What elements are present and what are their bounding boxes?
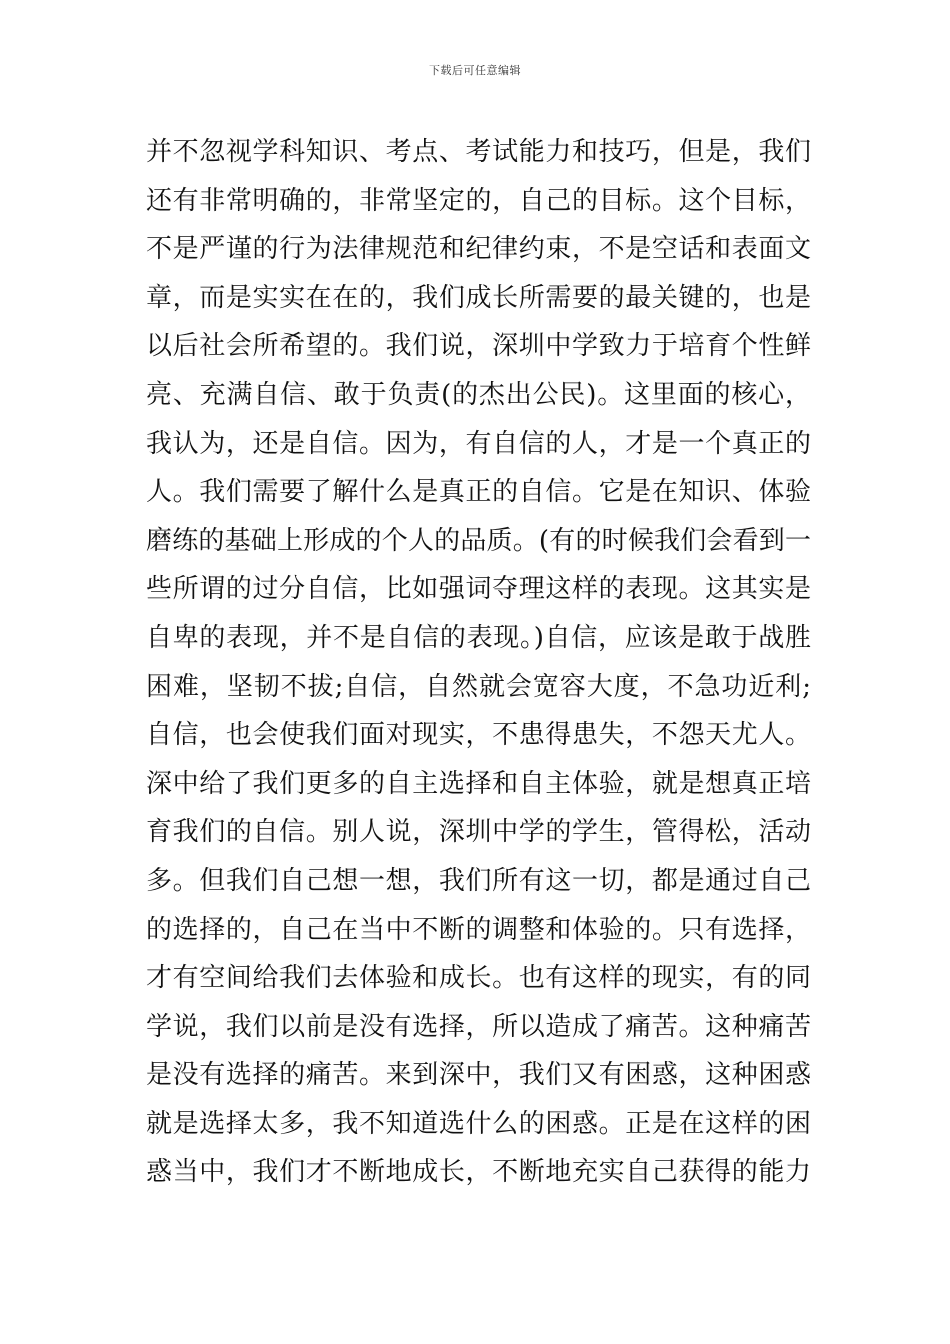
text-line: 是没有选择的痛苦。来到深中，我们又有困惑，这种困惑	[146, 1060, 811, 1091]
text-line: 惑当中，我们才不断地成长，不断地充实自己获得的能力	[146, 1157, 811, 1188]
text-line: 才有空间给我们去体验和成长。也有这样的现实，有的同	[146, 963, 811, 994]
text-line: 学说，我们以前是没有选择，所以造成了痛苦。这种痛苦	[146, 1011, 811, 1042]
text-line: 以后社会所希望的。我们说，深圳中学致力于培育个性鲜	[146, 331, 811, 362]
text-line: 多。但我们自己想一想，我们所有这一切，都是通过自己	[146, 865, 811, 896]
text-line: 人。我们需要了解什么是真正的自信。它是在知识、体验	[146, 477, 811, 508]
body-text	[146, 128, 811, 1197]
text-line: 磨练的基础上形成的个人的品质。(有的时候我们会看到一	[146, 525, 811, 556]
text-line: 还有非常明确的，非常坚定的，自己的目标。这个目标，	[146, 185, 811, 216]
text-line: 不是严谨的行为法律规范和纪律约束，不是空话和表面文	[146, 234, 811, 265]
text-line: 自卑的表现，并不是自信的表现。)自信，应该是敢于战胜	[146, 622, 811, 653]
text-line: 的选择的，自己在当中不断的调整和体验的。只有选择，	[146, 914, 811, 945]
text-line: 并不忽视学科知识、考点、考试能力和技巧，但是，我们	[146, 137, 811, 167]
page-header: 下载后可任意编辑	[429, 64, 521, 77]
text-line: 亮、充满自信、敢于负责(的杰出公民)。这里面的核心，	[146, 379, 811, 410]
text-line: 自信，也会使我们面对现实，不患得患失，不怨天尤人。	[146, 720, 811, 751]
text-line: 困难，坚韧不拔;自信，自然就会宽容大度，不急功近利;	[146, 671, 811, 702]
text-line: 些所谓的过分自信，比如强词夺理这样的表现。这其实是	[146, 574, 811, 605]
text-line: 章，而是实实在在的，我们成长所需要的最关键的，也是	[146, 282, 811, 313]
text-line: 育我们的自信。别人说，深圳中学的学生，管得松，活动	[146, 817, 811, 848]
text-line: 就是选择太多，我不知道选什么的困惑。正是在这样的困	[146, 1108, 811, 1139]
text-line: 我认为，还是自信。因为，有自信的人，才是一个真正的	[146, 428, 811, 459]
text-line: 深中给了我们更多的自主选择和自主体验，就是想真正培	[146, 768, 811, 799]
